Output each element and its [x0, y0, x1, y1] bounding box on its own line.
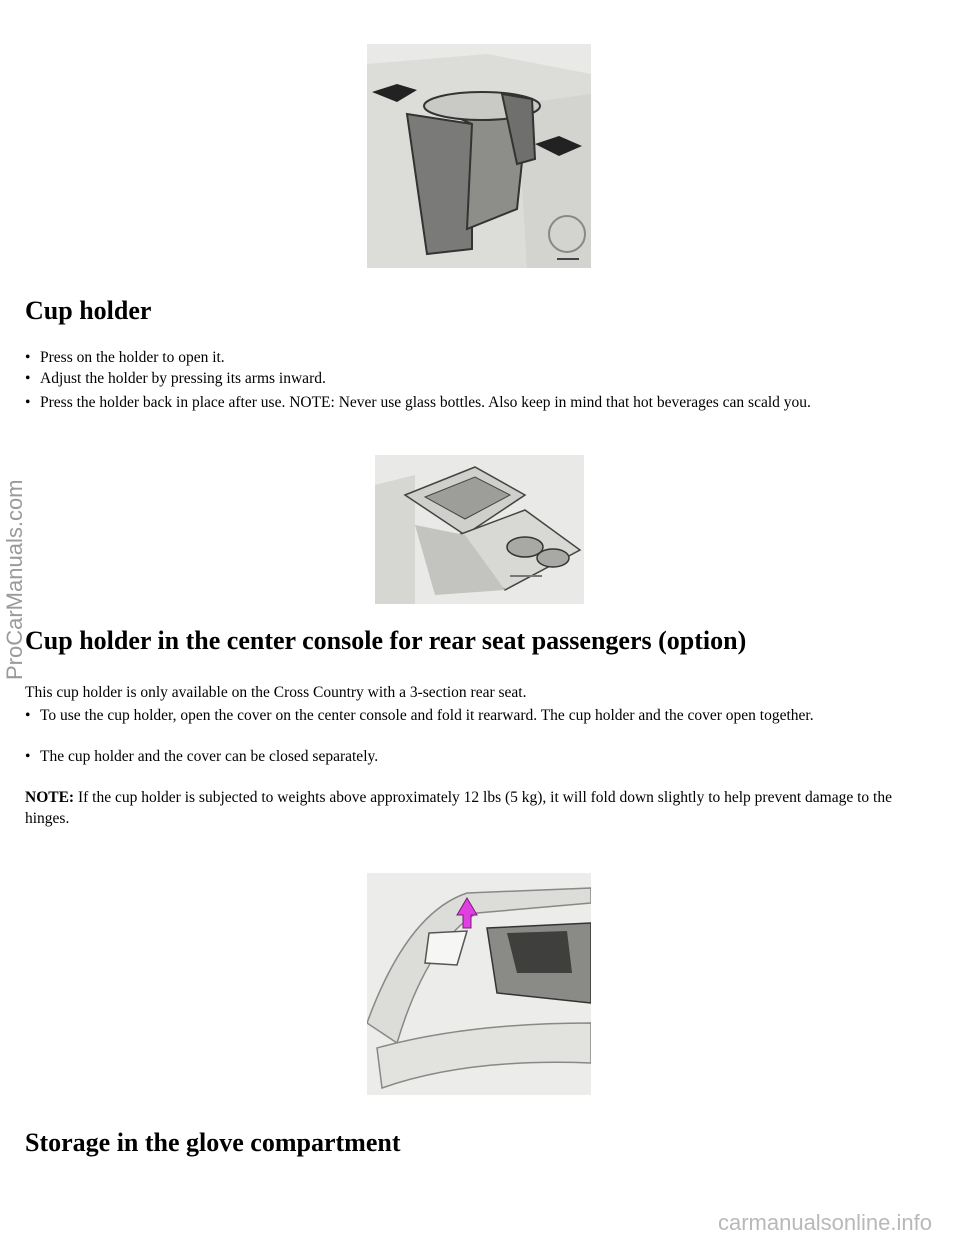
section-title-console-cup-holder: Cup holder in the center console for rear seat passengers (option) — [25, 626, 747, 655]
note-label: NOTE: — [25, 789, 75, 806]
note-paragraph — [25, 787, 925, 829]
side-watermark: ProCarManuals.com — [2, 479, 27, 680]
list-item: • The cup holder and the cover can be closed separately. — [25, 748, 379, 765]
note-text: If the cup holder is subjected to weights above approximately 12 lbs (5 kg), it will fold down slightly to help prevent damage to the hinges. — [25, 789, 892, 827]
intro-text: This cup holder is only available on the Cross Country with a 3-section rear seat. — [25, 684, 527, 701]
list-item: • Adjust the holder by pressing its arms inward. — [25, 370, 326, 387]
console-cup-holder-illustration — [375, 455, 584, 604]
list-item: • Press the holder back in place after use. NOTE: Never use glass bottles. Also keep in mind that hot beverages can scald you. — [25, 394, 811, 411]
bottom-watermark: carmanualsonline.info — [717, 1210, 932, 1235]
section-title-cup-holder: Cup holder — [25, 296, 152, 325]
glove-compartment-illustration — [367, 873, 591, 1095]
section-title-glove-compartment: Storage in the glove compartment — [25, 1128, 401, 1157]
list-item: • To use the cup holder, open the cover on the center console and fold it rearward. The cup holder and the cover open together. — [25, 707, 814, 724]
cup-holder-illustration — [367, 44, 591, 268]
list-item: • Press on the holder to open it. — [25, 349, 225, 366]
